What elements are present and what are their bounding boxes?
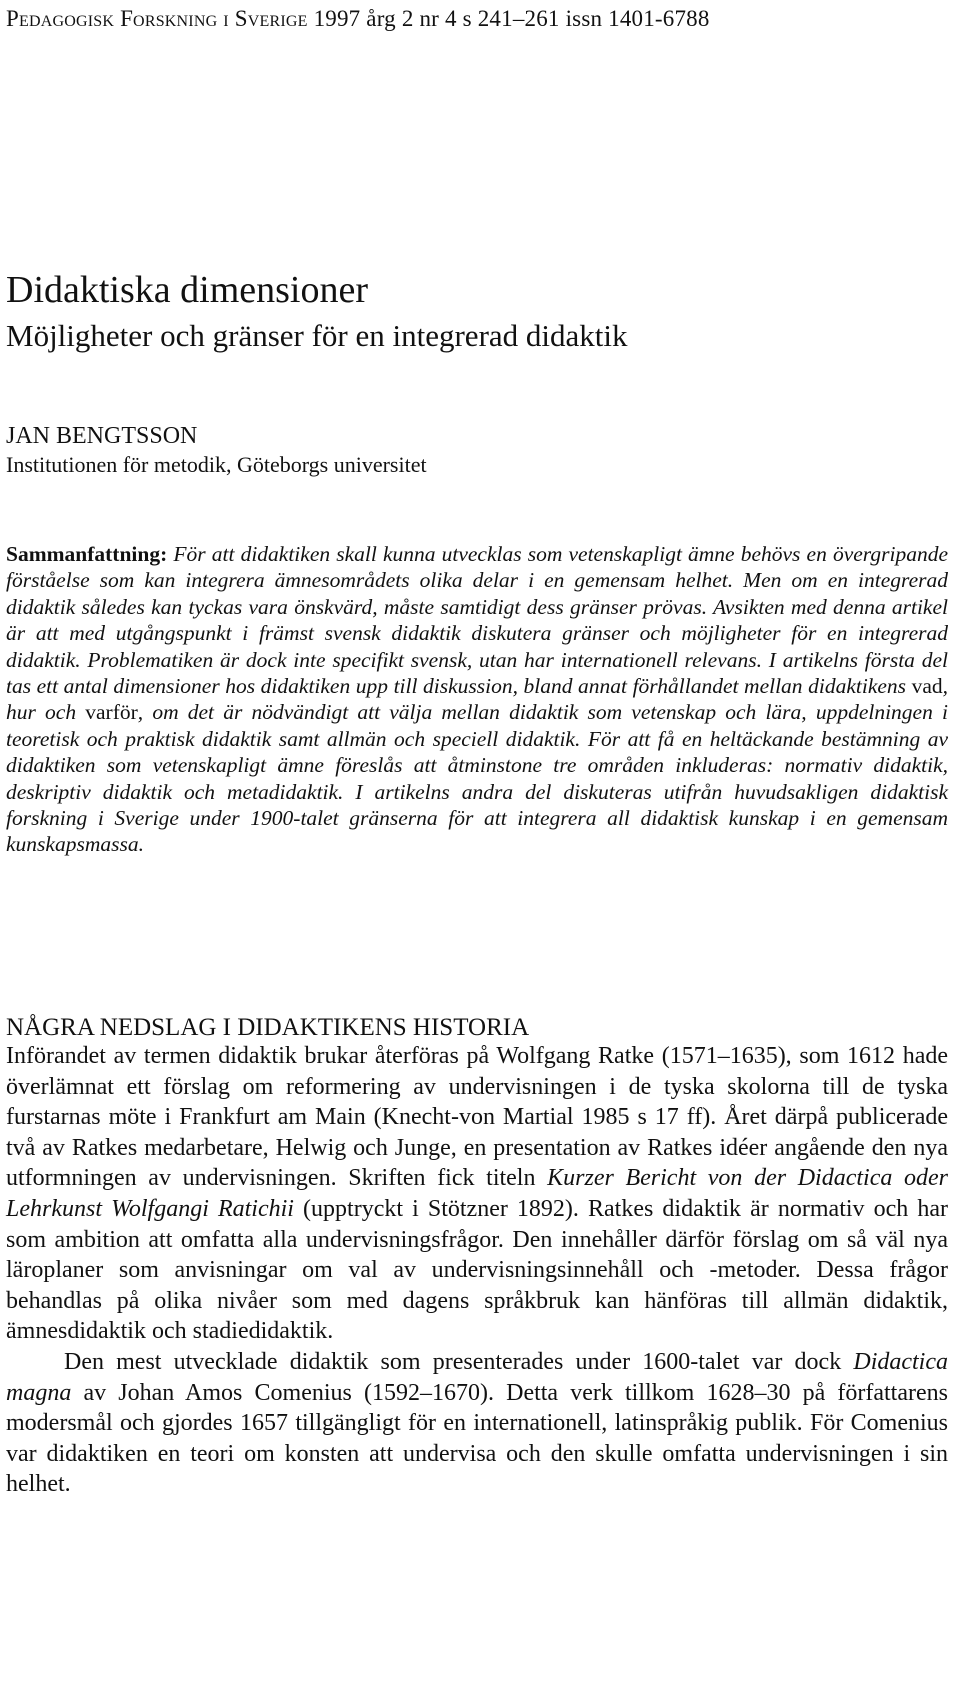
abstract-and: och: [35, 700, 86, 725]
article-title: Didaktiska dimensioner: [6, 269, 368, 311]
abstract-text-part2: , om det är nödvändigt att välja mellan didaktik som vetenskap och lära, uppdelningen i teoretisk och praktisk didaktik samt allmän och speciell didaktik. För att få en heltäckande bestämning av didaktiken som vetenskapligt ämne föreslås att åtminstone tre områden inkluderas: normativ didaktik, deskriptiv didaktik och metadidaktik. I artikelns andra del diskuteras utifrån huvudsakligen didaktisk forskning i Sverige under 1900-talet gränserna för att integrera all didaktisk kunskap i en gemensam kunskapsmassa.: [6, 700, 948, 857]
journal-issue-info: 1997 årg 2 nr 4 s 241–261 issn 1401-6788: [313, 6, 710, 31]
abstract-comma: ,: [942, 674, 948, 699]
abstract: [6, 541, 948, 858]
abstract-term-vad: vad: [911, 674, 943, 699]
author-affiliation: Institutionen för metodik, Göteborgs universitet: [6, 452, 427, 477]
article-subtitle: Möjligheter och gränser för en integrerad didaktik: [6, 318, 628, 353]
body-paragraph: [6, 1041, 948, 1347]
journal-name: Pedagogisk Forskning i Sverige: [6, 6, 308, 31]
section-body: [6, 1041, 948, 1500]
paragraph-text: Den mest utvecklade didaktik som presenterades under 1600-talet var dock: [64, 1348, 854, 1375]
cited-title: Didactica magna: [6, 1348, 948, 1406]
abstract-term-hur: hur: [6, 700, 36, 725]
section-heading: NÅGRA NEDSLAG I DIDAKTIKENS HISTORIA: [6, 1014, 530, 1041]
paragraph-text: (upptryckt i Stötzner 1892). Ratkes didaktik är normativ och har som ambition att omfatta alla undervisningsfrågor. Den innehåller därför förslag om så väl nya läroplaner som anvisningar om val av undervisningsinnehåll och -metoder. Dessa frågor behandlas på olika nivåer som med dagens språkbruk kan hänföras till allmän didaktik, ämnesdidaktik och stadiedidaktik.: [6, 1195, 948, 1345]
journal-header: [6, 6, 710, 32]
abstract-text-part1: För att didaktiken skall kunna utvecklas som vetenskapligt ämne behövs en övergripande förståelse som kan integrera ämnesområdets olika delar i en gemensam helhet. Men om en integrerad didaktik således kan tyckas vara önskvärd, måste samtidigt dess gränser prövas. Avsikten med denna artikel är att med utgångspunkt i främst svensk didaktik diskutera gränser och möjligheter för en integrerad didaktik. Problematiken är dock inte specifikt svensk, utan har internationell relevans. I artikelns första del tas ett antal dimensioner hos didaktiken upp till diskussion, bland annat förhållandet mellan didaktikens: [6, 542, 948, 699]
abstract-term-varfor: varför: [85, 700, 138, 725]
author-name: JAN BENGTSSON: [6, 423, 198, 449]
cited-title: Kurzer Bericht von der Didactica oder Lehrkunst Wolfgangi Ratichii: [6, 1165, 948, 1222]
body-paragraph: [6, 1347, 948, 1500]
abstract-label: Sammanfattning:: [6, 542, 168, 566]
paragraph-text: Införandet av termen didaktik brukar återföras på Wolfgang Ratke (1571–1635), som 1612 hade överlämnat ett förslag om reformering av undervisningen i de tyska skolorna till de tyska furstarnas möte i Frankfurt am Main (Knecht-von Martial 1985 s 17 ff). Året därpå publicerade två av Ratkes medarbetare, Helwig och Junge, en presentation av Ratkes idéer angående den nya utformningen av undervisningen. Skriften fick titeln: [6, 1043, 948, 1192]
paragraph-text: av Johan Amos Comenius (1592–1670). Detta verk tillkom 1628–30 på författarens modersmål och gjordes 1657 tillgängligt för en internationell, latinspråkig publik. För Comenius var didaktiken en teori om konsten att undervisa och den skulle omfatta undervisningen i sin helhet.: [6, 1379, 948, 1498]
